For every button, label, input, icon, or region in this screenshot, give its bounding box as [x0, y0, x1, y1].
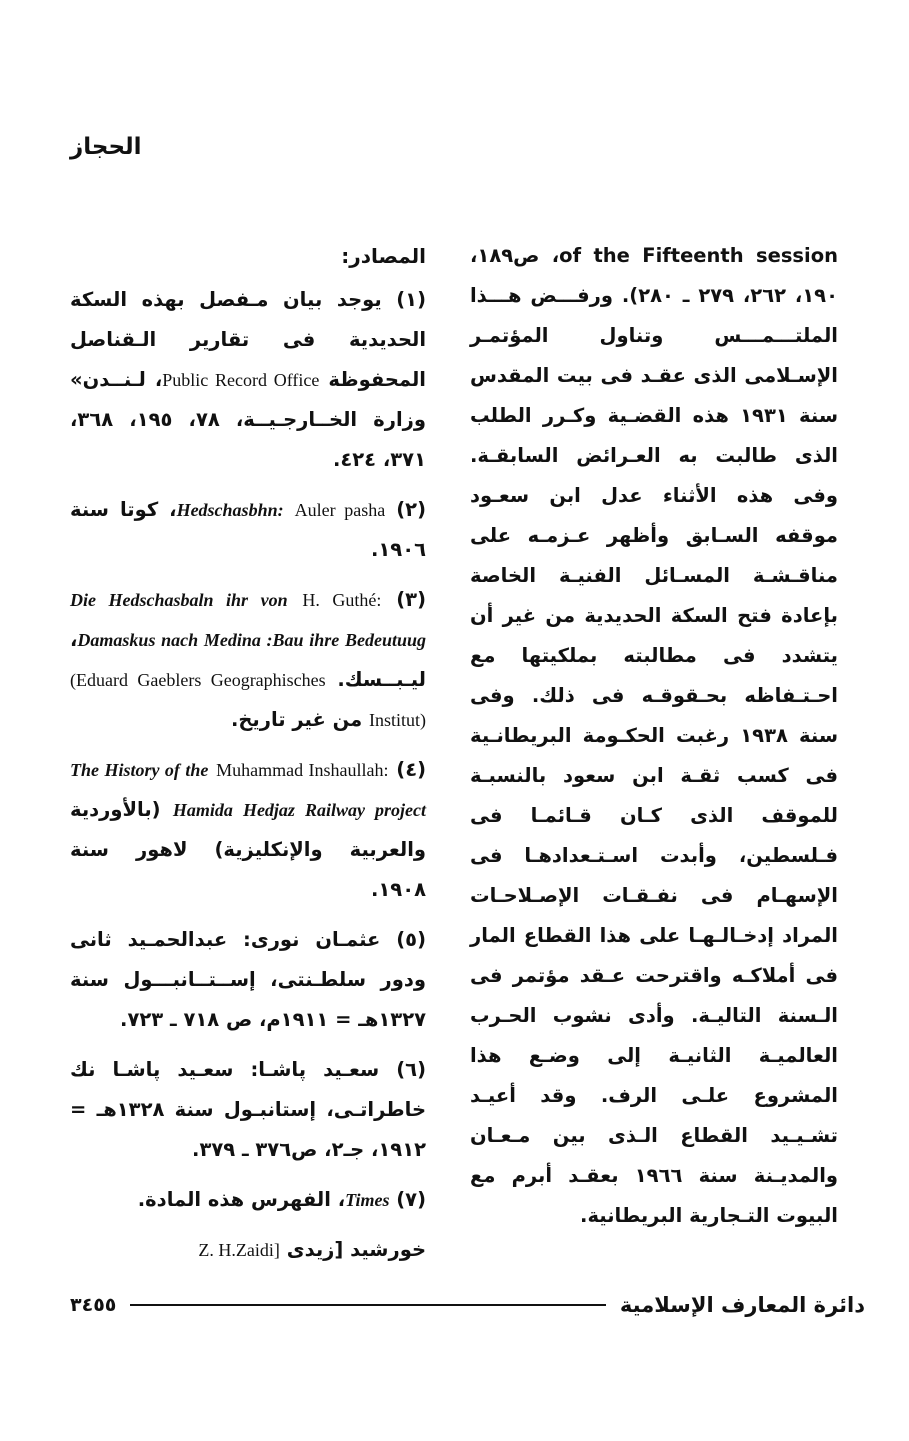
- running-head: الحجاز: [70, 134, 142, 160]
- source-text-after: من غير تاريخ.: [230, 708, 363, 731]
- footer-rule: [130, 1304, 606, 1306]
- page-footer: [70, 1287, 865, 1323]
- source-number: (٢): [396, 498, 426, 521]
- source-number: (٣): [396, 588, 426, 611]
- source-number: (٤): [396, 758, 427, 781]
- source-item-4: [70, 750, 426, 910]
- main-text-column: [470, 236, 838, 1236]
- sources-heading: المصادر:: [341, 244, 426, 268]
- source-latin-title: The History of the Hamida Hedjaz Railway project: [70, 760, 426, 820]
- source-number: (٦): [396, 1058, 426, 1081]
- source-text: يوجد بيان مـفصل بهذه السكة الحديدية فى تقارير الـقناصل المحفوظة: [70, 288, 426, 391]
- source-text-after: ، لـنــدن» وزارة الخــارجـيــة، ٧٨، ١٩٥، ٣٦٨، ٣٧١، ٤٢٤.: [70, 368, 426, 471]
- source-text-after: ، الفهرس هذه المادة.: [137, 1188, 346, 1211]
- source-number: (٧): [396, 1188, 426, 1211]
- source-item-1: [70, 280, 426, 480]
- source-item-5: [70, 920, 426, 1040]
- source-text-mid: ، ليـبــسك.: [70, 628, 426, 691]
- source-item-7: [70, 1180, 426, 1220]
- source-latin-title: Times: [345, 1190, 390, 1210]
- source-latin-author: H. Guthé:: [302, 590, 382, 610]
- source-item-6: [70, 1050, 426, 1170]
- source-number: (٥): [396, 928, 426, 951]
- source-text: عثمـان نورى: عبدالحمـيد ثانى ودور سلطـنتى، إســتــانبـــول سنة ١٣٢٧هـ = ١٩١١م، ص ٧١٨ ـ ٧٢٣.: [70, 928, 426, 1031]
- source-text-after: ، كوتا سنة ١٩٠٦.: [70, 498, 426, 561]
- source-latin-publisher: (Eduard Gaeblers Geographisches Institut): [70, 670, 426, 730]
- source-number: (١): [396, 288, 426, 311]
- source-item-3: [70, 580, 426, 740]
- author-name: خورشيد [زيدى: [286, 1238, 426, 1261]
- source-latin-author: Muhammad Inshaullah:: [216, 760, 389, 780]
- source-latin: Auler pasha: [294, 500, 386, 520]
- source-latin-title: Die Hedschasbaln ihr von Damaskus nach Medina :Bau ihre Bedeutuug: [70, 590, 426, 650]
- source-latin-title: Hedschasbhn:: [176, 500, 284, 520]
- source-item-2: [70, 490, 426, 570]
- source-text: سعـيد پاشـا: سعـيد پاشـا نك خاطراتـى، إستانبـول سنة ١٣٢٨هـ = ١٩١٢، جـ٢، ص٣٧٦ ـ ٣٧٩.: [70, 1058, 426, 1161]
- article-author: [70, 1230, 426, 1270]
- source-latin: Public Record Office: [162, 370, 320, 390]
- page-number: ٣٤٥٥: [70, 1294, 117, 1316]
- sources-column: [70, 236, 426, 1270]
- body-paragraph: of the Fifteenth session، ص١٨٩، ١٩٠، ٢٦٢، ٢٧٩ ـ ٢٨٠). ورفـــض هـــذا الملتـــمـــس وتناول المؤتمـر الإسـلامى الذى عقـد فى بيت المقدس سنة ١٩٣١ هذه القضـية وكـرر الطلب الذى طالبت به العـرائض السابقـة. وفى هذه الأثناء عدل ابن سعـود موقفه السـابق وأظهر عـزمـه على مناقـشـة المسـائل الفنيـة الخاصة بإعادة فتح السكة الحديدية من غير أن يتشدد فى مطالبته بملكيتها مع احـتـفاظه بحـقوقـه فى ذلك. وفى سنة ١٩٣٨ رغبت الحكـومة البريطانـية فى كسب ثقـة ابن سعود بالنسبـة للموقف الذى كـان قـائمـا فى فـلسطين، وأبدت اسـتـعدادهـا فى الإسهـام فى نفـقـات الإصـلاحـات المراد إدخـالـهـا على هذا القطاع المار فى أملاكـه واقترحت عـقد مؤتمر فى الـسنة التاليـة. وأدى نشوب الحـرب العالميـة الثانيـة إلى وضـع هذا المشروع علـى الرف. وقد أعيـد تشـيـيد القطاع الـذى بين مـعـان والمديـنة سنة ١٩٦٦ بعقـد أبرم مع البيوت التـجارية البريطانية.: [470, 244, 839, 1227]
- footer-title: دائرة المعارف الإسلامية: [619, 1293, 865, 1317]
- source-text-after: (بالأوردية والعربية والإنكليزية) لاهور سنة ١٩٠٨.: [70, 798, 426, 901]
- author-latin: Z. H.Zaidi]: [198, 1240, 280, 1260]
